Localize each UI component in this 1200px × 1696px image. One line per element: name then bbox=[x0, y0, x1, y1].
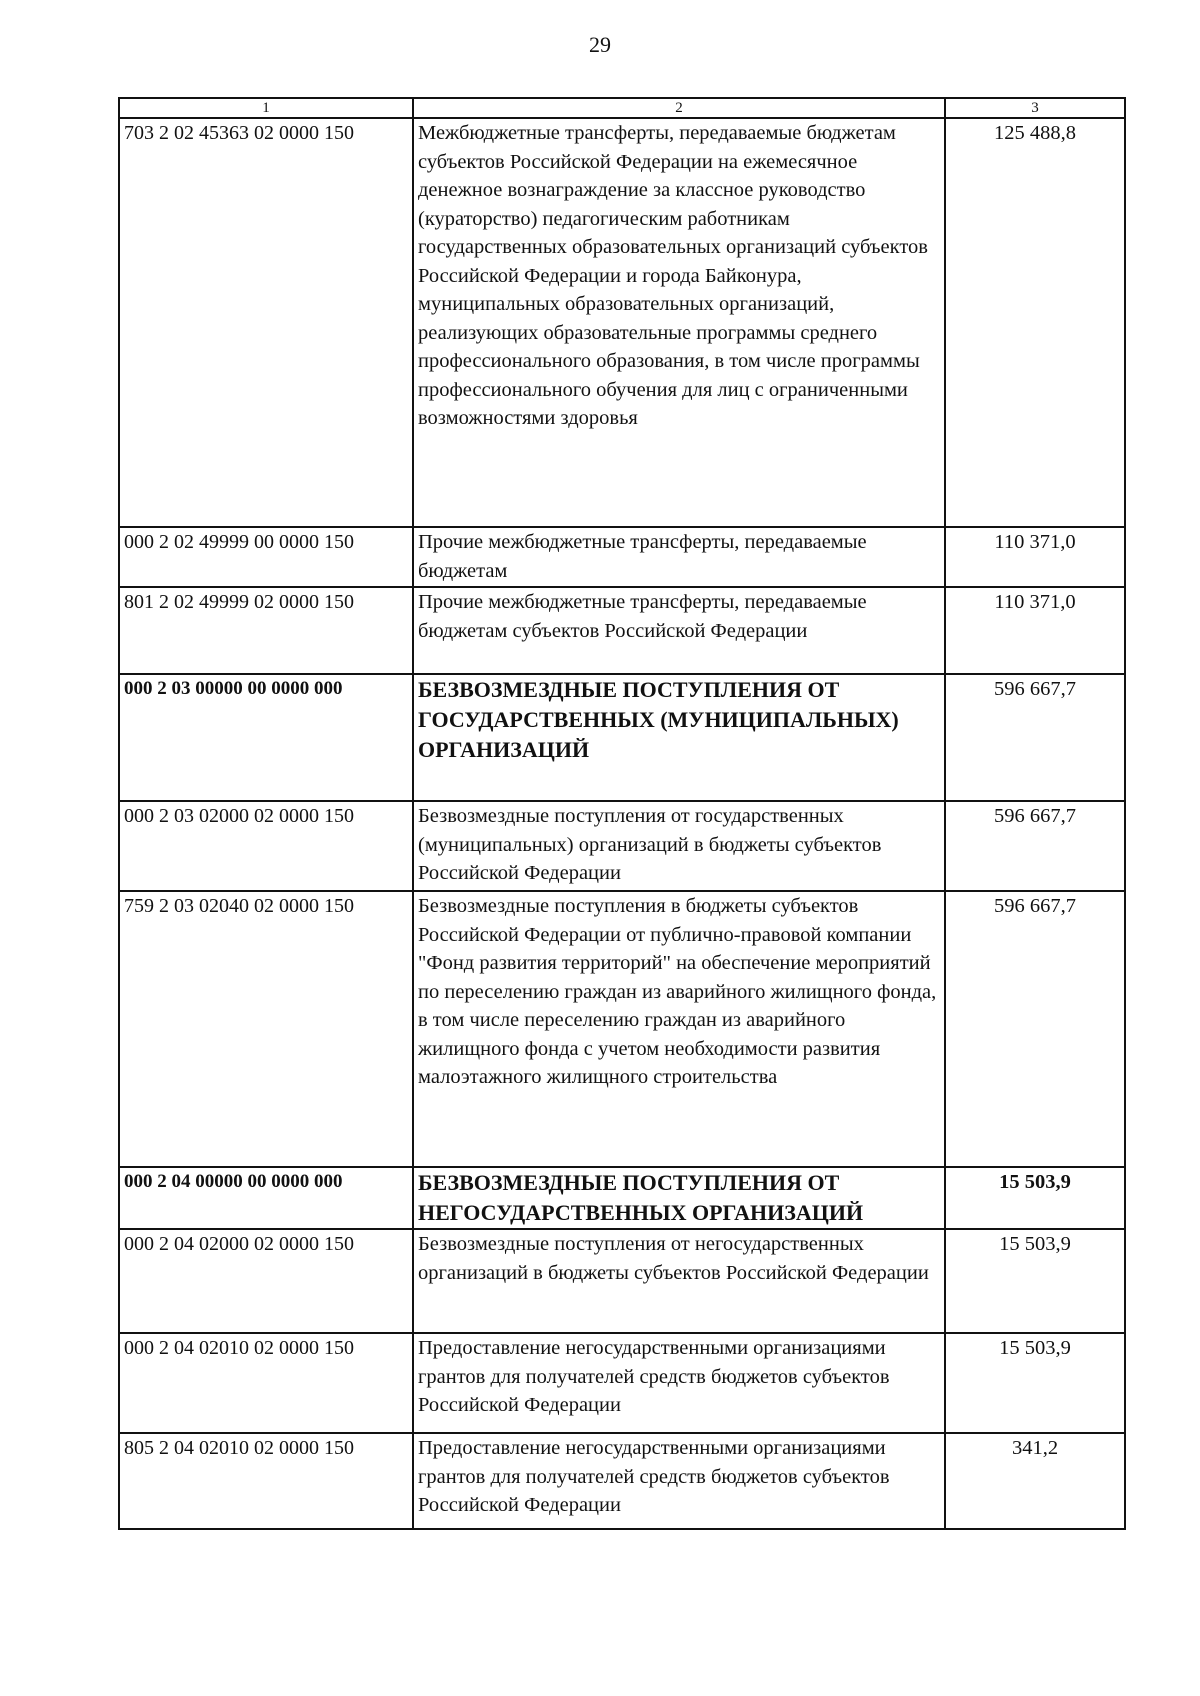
budget-code: 000 2 02 49999 00 0000 150 bbox=[119, 527, 413, 587]
budget-code: 703 2 02 45363 02 0000 150 bbox=[119, 118, 413, 527]
budget-code: 805 2 04 02010 02 0000 150 bbox=[119, 1433, 413, 1529]
column-header-description: 2 bbox=[413, 98, 945, 118]
budget-code: 000 2 04 02010 02 0000 150 bbox=[119, 1333, 413, 1433]
row-description: Прочие межбюджетные трансферты, передаваемые бюджетам bbox=[413, 527, 945, 587]
row-amount: 125 488,8 bbox=[945, 118, 1125, 527]
table-row bbox=[119, 1433, 1125, 1529]
row-amount: 596 667,7 bbox=[945, 801, 1125, 891]
budget-code: 000 2 04 02000 02 0000 150 bbox=[119, 1229, 413, 1333]
revenue-table bbox=[118, 97, 1126, 1530]
budget-code: 000 2 03 02000 02 0000 150 bbox=[119, 801, 413, 891]
table-row-section bbox=[119, 1167, 1125, 1229]
row-amount: 596 667,7 bbox=[945, 674, 1125, 801]
table-header-row bbox=[119, 98, 1125, 118]
row-amount: 596 667,7 bbox=[945, 891, 1125, 1167]
row-description: Безвозмездные поступления от негосударственных организаций в бюджеты субъектов Российской Федерации bbox=[413, 1229, 945, 1333]
table-row bbox=[119, 891, 1125, 1167]
row-description: Безвозмездные поступления в бюджеты субъектов Российской Федерации от публично-правовой компании "Фонд развития территорий" на обеспечение мероприятий по переселению граждан из аварийного жилищного фонда, в том числе переселению граждан из аварийного жилищного фонда с учетом необходимости развития малоэтажного жилищного строительства bbox=[413, 891, 945, 1167]
table-row bbox=[119, 801, 1125, 891]
row-amount: 110 371,0 bbox=[945, 587, 1125, 674]
budget-code: 000 2 04 00000 00 0000 000 bbox=[119, 1167, 413, 1229]
row-amount: 341,2 bbox=[945, 1433, 1125, 1529]
row-description: БЕЗВОЗМЕЗДНЫЕ ПОСТУПЛЕНИЯ ОТ ГОСУДАРСТВЕННЫХ (МУНИЦИПАЛЬНЫХ) ОРГАНИЗАЦИЙ bbox=[413, 674, 945, 801]
budget-code: 801 2 02 49999 02 0000 150 bbox=[119, 587, 413, 674]
table-row bbox=[119, 587, 1125, 674]
row-description: Межбюджетные трансферты, передаваемые бюджетам субъектов Российской Федерации на ежемесячное денежное вознаграждение за классное руководство (кураторство) педагогическим работникам государственных образовательных организаций субъектов Российской Федерации и города Байконура, муниципальных образовательных организаций, реализующих образовательные программы среднего профессионального образования, в том числе программы профессионального обучения для лиц с ограниченными возможностями здоровья bbox=[413, 118, 945, 527]
column-header-code: 1 bbox=[119, 98, 413, 118]
budget-code: 000 2 03 00000 00 0000 000 bbox=[119, 674, 413, 801]
budget-code: 759 2 03 02040 02 0000 150 bbox=[119, 891, 413, 1167]
row-amount: 15 503,9 bbox=[945, 1167, 1125, 1229]
page-number: 29 bbox=[589, 32, 611, 57]
row-description: Безвозмездные поступления от государственных (муниципальных) организаций в бюджеты субъектов Российской Федерации bbox=[413, 801, 945, 891]
column-header-amount: 3 bbox=[945, 98, 1125, 118]
row-amount: 110 371,0 bbox=[945, 527, 1125, 587]
row-description: Предоставление негосударственными организациями грантов для получателей средств бюджетов субъектов Российской Федерации bbox=[413, 1433, 945, 1529]
table-row bbox=[119, 1229, 1125, 1333]
table-row bbox=[119, 118, 1125, 527]
row-amount: 15 503,9 bbox=[945, 1229, 1125, 1333]
table-row bbox=[119, 527, 1125, 587]
row-description: Предоставление негосударственными организациями грантов для получателей средств бюджетов субъектов Российской Федерации bbox=[413, 1333, 945, 1433]
row-description: Прочие межбюджетные трансферты, передаваемые бюджетам субъектов Российской Федерации bbox=[413, 587, 945, 674]
row-amount: 15 503,9 bbox=[945, 1333, 1125, 1433]
table-row bbox=[119, 1333, 1125, 1433]
table-row-section bbox=[119, 674, 1125, 801]
row-description: БЕЗВОЗМЕЗДНЫЕ ПОСТУПЛЕНИЯ ОТ НЕГОСУДАРСТВЕННЫХ ОРГАНИЗАЦИЙ bbox=[413, 1167, 945, 1229]
